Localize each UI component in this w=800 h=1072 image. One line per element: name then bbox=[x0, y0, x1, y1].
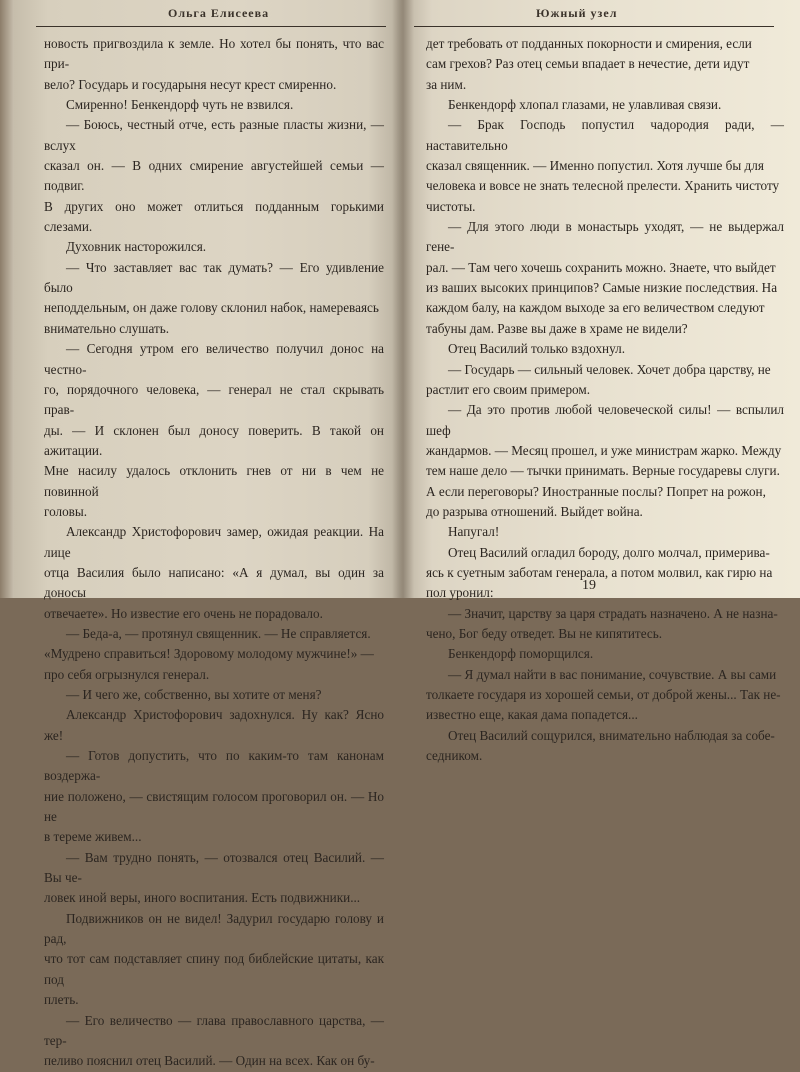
text-line: Александр Христофорович замер, ожидая реакции. На лице bbox=[44, 524, 384, 560]
text-line: пеливо пояснил отец Василий. — Один на всех. Как он бу- bbox=[44, 1053, 375, 1069]
text-line: отвечаете». Но известие его очень не порадовало. bbox=[44, 605, 323, 621]
text-line: сказал он. — В одних смирение августейшей семьи — подвиг. bbox=[44, 158, 384, 194]
right-page bbox=[410, 0, 800, 764]
left-page bbox=[0, 0, 400, 1069]
text-line: плеть. bbox=[44, 992, 79, 1008]
text-line: отца Василия было написано: «А я думал, вы один за доносы bbox=[44, 564, 384, 601]
text-line: внимательно слушать. bbox=[44, 320, 170, 336]
text-line: Духовник насторожился. bbox=[66, 239, 207, 255]
text-line: до разрыва отношений. Выйдет война. bbox=[426, 503, 643, 519]
text-line: Отец Василий сощурился, внимательно наблюдая за собе- bbox=[448, 727, 775, 743]
text-line: — Его величество — глава православного царства, — тер- bbox=[44, 1012, 384, 1048]
page-number: 19 bbox=[582, 578, 596, 593]
text-line: А если переговоры? Иностранные послы? Попрет на рожон, bbox=[426, 483, 766, 499]
text-line: про себя огрызнулся генерал. bbox=[44, 666, 210, 682]
text-line: «Мудрено справиться! Здоровому молодому мужчине!» — bbox=[44, 646, 374, 662]
text-line: сказал священник. — Именно попустил. Хотя лучше бы для bbox=[426, 158, 764, 174]
text-line: В других оно может отлиться подданным горькими слезами. bbox=[44, 198, 384, 235]
text-line: дет требовать от подданных покорности и смирения, если bbox=[426, 36, 752, 51]
text-line: Смиренно! Бенкендорф чуть не взвился. bbox=[66, 97, 294, 113]
text-line: вело? Государь и государыня несут крест смиренно. bbox=[44, 76, 337, 92]
text-line: — И чего же, собственно, вы хотите от меня? bbox=[66, 687, 322, 702]
text-line: Подвижников он не видел! Задурил государю голову и рад, bbox=[44, 910, 384, 947]
text-line: Бенкендорф поморщился. bbox=[448, 646, 594, 662]
left-page-text bbox=[44, 34, 384, 1072]
text-line: Бенкендорф хлопал глазами, не улавливая связи. bbox=[448, 97, 722, 113]
right-running-head-title: Южный узел bbox=[536, 6, 618, 20]
text-line: головы. bbox=[44, 503, 88, 519]
text-line: — Я думал найти в вас понимание, сочувствие. А вы сами bbox=[448, 666, 777, 682]
text-line: неподдельным, он даже голову склонил набок, намереваясь bbox=[44, 300, 379, 316]
text-line: пол уронил: bbox=[426, 585, 494, 601]
text-line: ловек иной веры, иного воспитания. Есть подвижники... bbox=[44, 890, 361, 906]
right-header-rule bbox=[414, 26, 774, 27]
text-line: — Готов допустить, что по каким-то там канонам воздержа- bbox=[44, 748, 384, 784]
text-line: ние положено, — свистящим голосом проговорил он. — Но не bbox=[44, 788, 384, 825]
text-line: Напугал! bbox=[448, 524, 500, 540]
text-line: что тот сам подставляет спину под библейские цитаты, как под bbox=[44, 951, 384, 987]
text-line: — Государь — сильный человек. Хочет добра царству, не bbox=[448, 361, 771, 377]
text-line: Отец Василий только вздохнул. bbox=[448, 341, 625, 357]
text-line: Мне насилу удалось отклонить гнев от ни в чем не повинной bbox=[44, 463, 384, 499]
text-line: чистоты. bbox=[426, 198, 476, 214]
text-line: жандармов. — Месяц прошел, и уже министрам жарко. Между bbox=[426, 442, 782, 458]
left-running-head-author: Ольга Елисеева bbox=[168, 6, 270, 20]
text-line: — Значит, царству за царя страдать назначено. А не назна- bbox=[448, 605, 778, 621]
text-line: человека и вовсе не знать телесной прелести. Хранить чистоту bbox=[426, 178, 780, 194]
text-line: — Брак Господь попустил чадородия ради, — наставительно bbox=[426, 117, 784, 153]
text-line: сам грехов? Раз отец семьи впадает в нечестие, дети идут bbox=[426, 56, 750, 72]
text-line: седником. bbox=[426, 748, 483, 764]
text-line: — Сегодня утром его величество получил донос на честно- bbox=[44, 341, 384, 377]
text-line: Отец Василий огладил бороду, долго молчал, примерива- bbox=[448, 544, 770, 560]
text-line: табуны дам. Разве вы даже в храме не видели? bbox=[426, 320, 688, 336]
text-line: — Вам трудно понять, — отозвался отец Василий. — Вы че- bbox=[44, 849, 384, 886]
text-line: — Боюсь, честный отче, есть разные пласты жизни, — вслух bbox=[44, 117, 384, 153]
text-line: толкаете государя из хорошей семьи, от доброй жены... Так не- bbox=[426, 687, 781, 702]
text-line: ды. — И склонен был доносу поверить. В такой он ажитации. bbox=[44, 422, 384, 458]
text-line: — Для этого люди в монастырь уходят, — не выдержал гене- bbox=[426, 219, 784, 255]
text-line: — Что заставляет вас так думать? — Его удивление было bbox=[44, 259, 384, 296]
text-line: в тереме живем... bbox=[44, 829, 142, 845]
text-line: — Беда-а, — протянул священник. — Не справляется. bbox=[66, 625, 371, 641]
text-line: новость пригвоздила к земле. Но хотел бы понять, что вас при- bbox=[44, 36, 384, 72]
text-line: чено, Бог беду отведет. Вы не кипятитесь. bbox=[426, 625, 663, 641]
left-header-rule bbox=[36, 26, 386, 27]
text-line: каждом балу, на каждом выходе за его величеством следуют bbox=[426, 300, 765, 316]
text-line: го, порядочного человека, — генерал не стал скрывать прав- bbox=[44, 381, 384, 418]
text-line: тем наше дело — тычки принимать. Верные государевы слуги. bbox=[426, 463, 780, 479]
text-line: Александр Христофорович задохнулся. Ну как? Ясно же! bbox=[44, 707, 384, 743]
text-line: ясь к суетным заботам генерала, а потом молвил, как гирю на bbox=[426, 564, 773, 580]
text-line: — Да это против любой человеческой силы! — вспылил шеф bbox=[426, 402, 784, 438]
right-page-text bbox=[426, 34, 784, 766]
text-line: известно еще, какая дама попадется... bbox=[426, 707, 638, 723]
text-line: растлит его своим примером. bbox=[426, 381, 591, 397]
text-line: из ваших высоких принципов? Самые низкие последствия. На bbox=[426, 280, 778, 296]
text-line: рал. — Там чего хочешь сохранить можно. Знаете, что выйдет bbox=[426, 259, 776, 275]
text-line: за ним. bbox=[426, 76, 467, 92]
